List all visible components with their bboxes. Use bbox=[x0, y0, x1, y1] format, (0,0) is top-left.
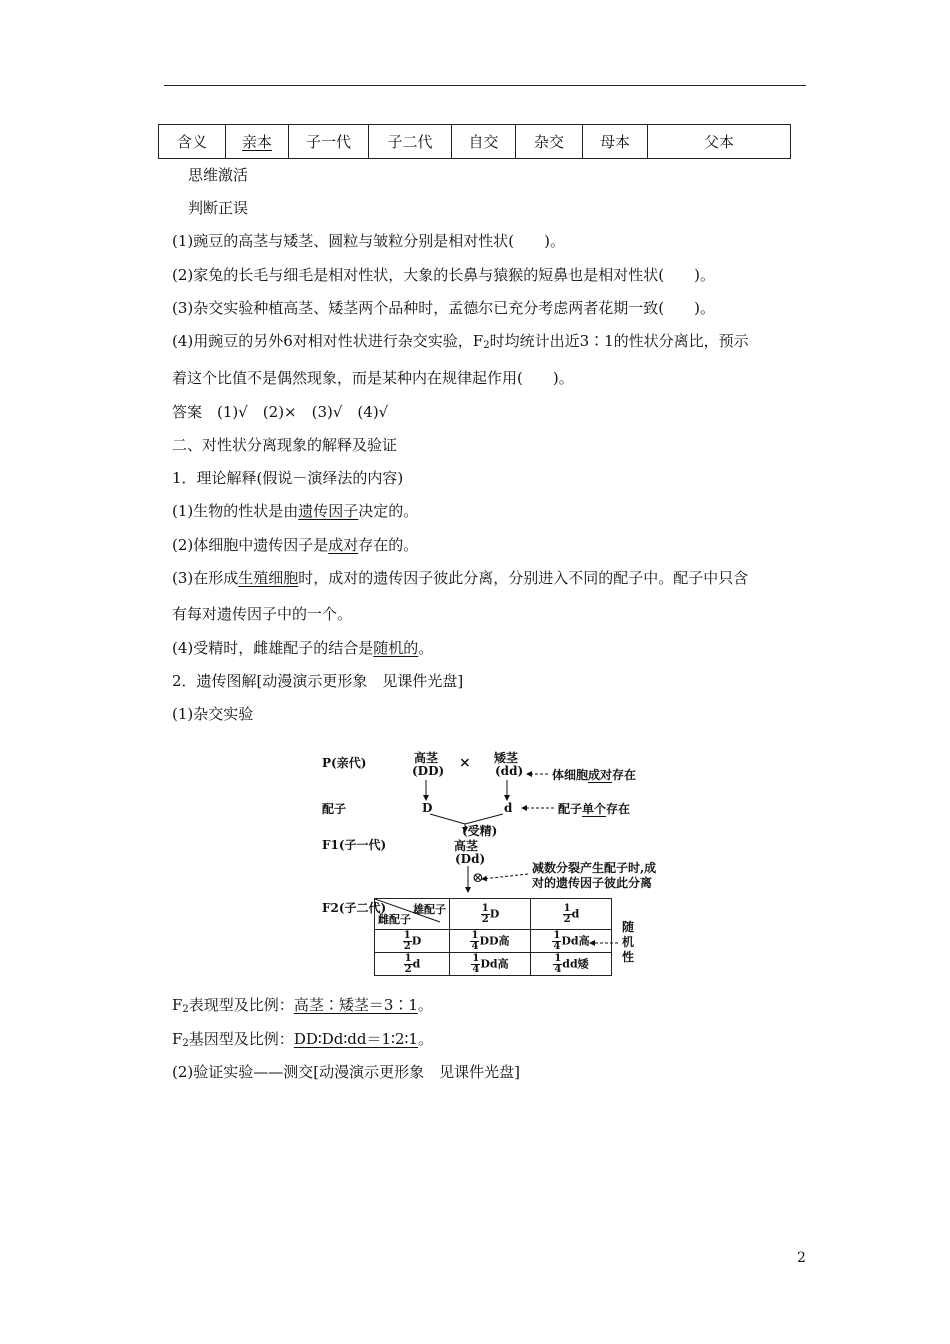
table-cell: 父本 bbox=[648, 125, 791, 159]
male-gamete-D: $\frac{1}{2}$ D bbox=[450, 899, 531, 930]
note-paired: 体细胞成对存在 bbox=[552, 768, 637, 782]
judge-item-3: (3)杂交实验种植高茎、矮茎两个品种时，孟德尔已充分考虑两者花期一致( )。 bbox=[172, 299, 715, 317]
short-label: 矮茎 bbox=[494, 751, 519, 765]
note-meiosis-2: 对的遗传因子彼此分离 bbox=[532, 876, 653, 890]
section-think: 思维激活 bbox=[188, 166, 249, 184]
f1-genotype: (Dd) bbox=[455, 852, 486, 866]
header-corner: 雄配子 雌配子 bbox=[375, 899, 450, 930]
f2-label: F2(子二代) bbox=[322, 901, 387, 915]
random-label-3: 性 bbox=[622, 950, 635, 964]
tall-label: 高茎 bbox=[414, 751, 439, 765]
table-row bbox=[375, 953, 612, 976]
female-gamete-D: $\frac{1}{2}$ D bbox=[375, 930, 450, 953]
random-label-2: 机 bbox=[622, 935, 635, 949]
f1-tall: 高茎 bbox=[454, 839, 479, 853]
table-cell: 子一代 bbox=[289, 125, 369, 159]
selfing-symbol: ⊗ bbox=[472, 870, 484, 886]
gamete-label: 配子 bbox=[322, 802, 347, 816]
judge-item-4-cont: 着这个比值不是偶然现象，而是某种内在规律起作用( )。 bbox=[172, 369, 574, 387]
table-cell: 自交 bbox=[452, 125, 516, 159]
cross-experiment-label: (1)杂交实验 bbox=[172, 705, 254, 723]
explanation-1: (1)生物的性状是由遗传因子决定的。 bbox=[172, 502, 419, 520]
p-label: P(亲代) bbox=[322, 756, 367, 770]
table-row bbox=[375, 930, 612, 953]
note-single: 配子单个存在 bbox=[558, 802, 631, 816]
judge-item-2: (2)家兔的长毛与细毛是相对性状，大象的长鼻与猿猴的短鼻也是相对性状( )。 bbox=[172, 266, 715, 284]
f1-label: F1(子一代) bbox=[322, 838, 387, 852]
table-cell: 母本 bbox=[583, 125, 648, 159]
cell-DD: $\frac{1}{4}$ DD高 bbox=[450, 930, 531, 953]
cell-Dd-2: $\frac{1}{4}$ Dd高 bbox=[450, 953, 531, 976]
judge-item-1: (1)豌豆的高茎与矮茎、圆粒与皱粒分别是相对性状( )。 bbox=[172, 232, 565, 250]
gamete-D: D bbox=[422, 801, 433, 815]
cell-Dd-1: $\frac{1}{4}$ Dd高 bbox=[531, 930, 612, 953]
male-gamete-d: $\frac{1}{2}$ d bbox=[531, 899, 612, 930]
genotype-dd-parent: (DD) bbox=[412, 764, 445, 778]
table-cell: 杂交 bbox=[516, 125, 583, 159]
gamete-d: d bbox=[504, 801, 513, 815]
section-heading-2: 二、对性状分离现象的解释及验证 bbox=[172, 436, 398, 454]
table-cell bbox=[226, 125, 289, 159]
answer-line: 答案 (1)√ (2)× (3)√ (4)√ bbox=[172, 403, 389, 421]
explanation-4: (4)受精时，雌雄配子的结合是随机的。 bbox=[172, 639, 434, 657]
punnett-square bbox=[374, 898, 612, 976]
table-row bbox=[375, 899, 612, 930]
verify-experiment: (2)验证实验——测交[动漫演示更形象 见课件光盘] bbox=[172, 1063, 520, 1081]
female-gamete-d: $\frac{1}{2}$ d bbox=[375, 953, 450, 976]
genetic-diagram bbox=[318, 744, 668, 980]
table-cell: 子二代 bbox=[369, 125, 452, 159]
cross-symbol: × bbox=[459, 755, 471, 771]
header-rule bbox=[164, 85, 806, 86]
definition-table bbox=[158, 124, 791, 159]
note-meiosis-1: 减数分裂产生配子时,成 bbox=[532, 861, 657, 875]
page-number: 2 bbox=[797, 1250, 806, 1266]
cell-dd: $\frac{1}{4}$ dd矮 bbox=[531, 953, 612, 976]
dashed-arrow-3 bbox=[482, 874, 528, 879]
random-label-1: 随 bbox=[622, 920, 635, 934]
explanation-3-cont: 有每对遗传因子中的一个。 bbox=[172, 605, 353, 623]
judge-item-4: (4)用豌豆的另外6对相对性状进行杂交实验，$F_2$时均统计出近3∶1的性状分离比，预示 bbox=[172, 332, 749, 351]
genotype-dd-recessive: (dd) bbox=[495, 764, 524, 778]
subheading-2: 2．遗传图解[动漫演示更形象 见课件光盘] bbox=[172, 672, 464, 690]
table-cell: 含义 bbox=[159, 125, 226, 159]
explanation-2: (2)体细胞中遗传因子是成对存在的。 bbox=[172, 536, 419, 554]
phenotype-ratio: $F_2$表现型及比例：高茎∶矮茎＝3∶1。 bbox=[172, 996, 433, 1015]
subheading-1: 1．理论解释(假说－演绎法的内容) bbox=[172, 469, 404, 487]
underlined-term: 亲本 bbox=[241, 133, 272, 151]
explanation-3: (3)在形成生殖细胞时，成对的遗传因子彼此分离，分别进入不同的配子中。配子中只含 bbox=[172, 569, 749, 587]
genotype-ratio: $F_2$基因型及比例：DD∶Dd∶dd＝1∶2∶1。 bbox=[172, 1030, 433, 1049]
table-row bbox=[159, 125, 791, 159]
section-judge: 判断正误 bbox=[188, 199, 249, 217]
fertilization-label: (受精) bbox=[462, 824, 498, 838]
